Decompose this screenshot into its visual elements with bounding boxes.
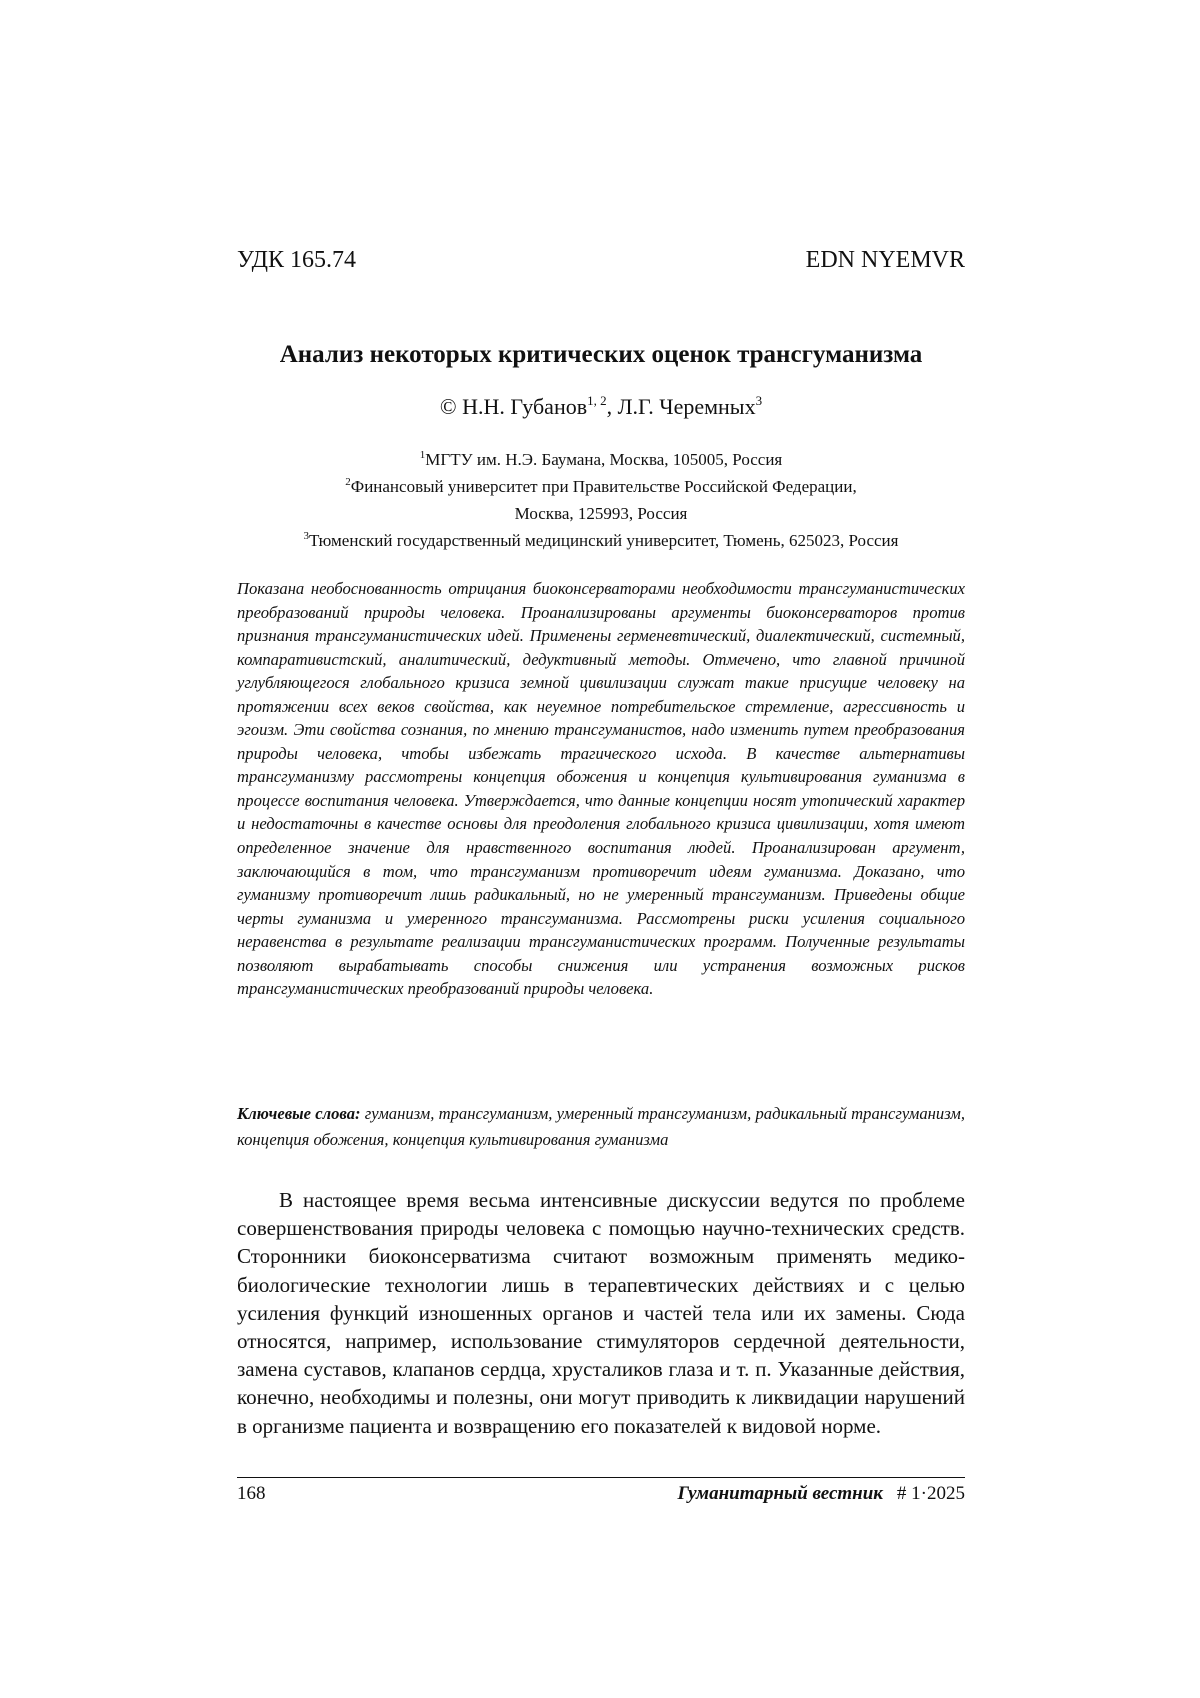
author-2-affil-ref: 3	[755, 393, 763, 408]
author-1: © Н.Н. Губанов	[439, 394, 588, 419]
affiliation-2: $^2$Финансовый университет при Правительстве Российской Федерации,	[345, 476, 857, 496]
footer-divider	[237, 1477, 965, 1478]
article-title: Анализ некоторых критических оценок трансгуманизма	[279, 341, 923, 368]
affiliations	[237, 446, 965, 554]
journal-name: Гуманитарный вестник	[677, 1483, 883, 1504]
page-footer	[237, 1481, 965, 1507]
keywords-label: Ключевые слова:	[237, 1104, 361, 1123]
keywords	[237, 1101, 965, 1153]
keywords-text: гуманизм, трансгуманизм, умеренный трансгуманизм, радикальный трансгуманизм, концепция обожения, концепция культивирования гуманизма	[237, 1104, 965, 1149]
authors-line	[237, 393, 965, 421]
body-paragraph: В настоящее время весьма интенсивные дискуссии ведутся по проблеме совершенствования природы человека с помощью научно-технических средств. Сторонники биоконсерватизма считают возможным применять медико-биологические технологии лишь в терапевтических действиях и с целью усиления функций изношенных органов и частей тела или их замены. Сюда относятся, например, использование стимуляторов сердечной деятельности, замена суставов, клапанов сердца, хрусталиков глаза и т. п. Указанные действия, конечно, необходимы и полезны, они могут приводить к ликвидации нарушений в организме пациента и возвращению его показателей к видовой норме.	[237, 1188, 965, 1438]
journal-issue: # 1·2025	[896, 1483, 965, 1504]
author-1-affil-ref: 1, 2	[587, 393, 607, 408]
udk-code: УДК 165.74	[237, 247, 356, 273]
journal-info	[677, 1481, 965, 1507]
affiliation-1: $^1$МГТУ им. Н.Э. Баумана, Москва, 105005, Россия	[419, 449, 783, 469]
affiliation-3: $^3$Тюменский государственный медицинский университет, Тюмень, 625023, Россия	[303, 530, 899, 550]
header-line	[237, 246, 965, 274]
abstract: Показана необоснованность отрицания биоконсерваторами необходимости трансгуманистических преобразований природы человека. Проанализированы аргументы биоконсерваторов против признания трансгуманистических идей. Применены герменевтический, диалектический, системный, компаративистский, аналитический, дедуктивный методы. Отмечено, что главной причиной углубляющегося глобального кризиса земной цивилизации служат такие присущие человеку на протяжении всех веков свойства, как неуемное потребительское стремление, агрессивность и эгоизм. Эти свойства сознания, по мнению трансгуманистов, надо изменить путем преобразования природы человека, чтобы избежать трагического исхода. В качестве альтернативы трансгуманизму рассмотрены концепция обожения и концепция культивирования гуманизма в процессе воспитания человека. Утверждается, что данные концепции носят утопический характер и недостаточны в качестве основы для преодоления глобального кризиса цивилизации, хотя имеют определенное значение для нравственного воспитания людей. Проанализирован аргумент, заключающийся в том, что трансгуманизм противоречит идеям гуманизма. Доказано, что гуманизму противоречит лишь радикальный, но не умеренный трансгуманизм. Приведены общие черты гуманизма и умеренного трансгуманизма. Рассмотрены риски усиления социального неравенства в результате реализации трансгуманистических программ. Полученные результаты позволяют вырабатывать способы снижения или устранения возможных рисков трансгуманистических преобразований природы человека.	[237, 579, 965, 999]
author-2: , Л.Г. Черемных	[606, 394, 756, 419]
edn-code: EDN NYEMVR	[805, 247, 965, 273]
page-number: 168	[237, 1483, 266, 1504]
affiliation-2-cont: Москва, 125993, Россия	[514, 504, 688, 523]
